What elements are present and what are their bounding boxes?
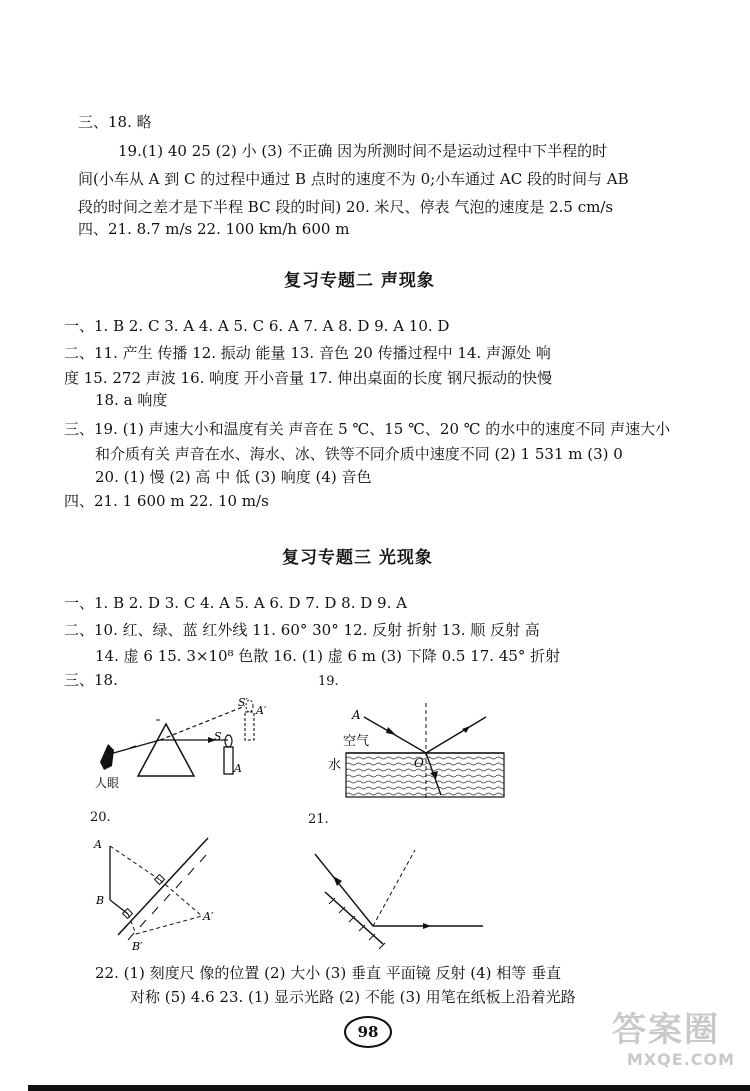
point-label: S <box>214 730 222 743</box>
figure-number: 19. <box>318 674 339 689</box>
text-line: 14. 虚 6 15. 3×10⁸ 色散 16. (1) 虚 6 m (3) 下降 0.5 17. 45° 折射 <box>95 647 561 665</box>
text-line: 三、18. <box>64 671 118 689</box>
point-label: A′ <box>256 704 267 717</box>
text-line: 20. (1) 慢 (2) 高 中 低 (3) 响度 (4) 音色 <box>95 468 372 486</box>
section-title: 复习专题二 声现象 <box>284 271 435 291</box>
watermark-logo <box>612 1010 747 1080</box>
figure-20-mirror <box>88 830 238 955</box>
mirror-line <box>118 838 208 935</box>
point-label: A′ <box>203 910 214 923</box>
eye-icon <box>100 744 114 770</box>
point-label: A <box>352 708 361 722</box>
water-label: 水 <box>328 758 342 773</box>
point-label: B <box>96 894 105 907</box>
text-line: 三、19. (1) 声速大小和温度有关 声音在 5 ℃、15 ℃、20 ℃ 的水中的速度不同 声速大小 <box>64 420 671 438</box>
text-line: 四、21. 8.7 m/s 22. 100 km/h 600 m <box>78 220 350 238</box>
text-line: 22. (1) 刻度尺 像的位置 (2) 大小 (3) 垂直 平面镜 反射 (4) 相等 垂直 <box>95 964 562 982</box>
watermark-url: MXQE.COM <box>626 1050 735 1069</box>
text-line: 二、10. 红、绿、蓝 红外线 11. 60° 30° 12. 反射 折射 13. 顺 反射 高 <box>64 621 540 639</box>
text-line: 对称 (5) 4.6 23. (1) 显示光路 (2) 不能 (3) 用笔在纸板上沿着光路 <box>130 988 576 1006</box>
prism-shape <box>138 724 194 776</box>
point-label: A <box>234 762 242 775</box>
virtual-candle-shape <box>245 712 254 740</box>
candle-shape <box>224 747 233 774</box>
text-line: 一、1. B 2. C 3. A 4. A 5. C 6. A 7. A 8. D 9. A 10. D <box>64 317 450 335</box>
figure-19-refraction <box>326 695 516 805</box>
text-line: 二、11. 产生 传播 12. 振动 能量 13. 音色 20 传播过程中 14. 声源处 响 <box>64 344 551 362</box>
point-label: O <box>414 756 424 770</box>
text-line: 段的时间之差才是下半程 BC 段的时间) 20. 米尺、停表 气泡的速度是 2.5 cm/s <box>78 198 614 216</box>
air-label: 空气 <box>343 734 370 749</box>
point-label: S′ <box>238 696 249 709</box>
text-line: 19.(1) 40 25 (2) 小 (3) 不正确 因为所测时间不是运动过程中下半程的时 <box>118 142 608 160</box>
scan-edge <box>28 1085 750 1091</box>
water-region <box>346 753 504 797</box>
figure-number: 21. <box>308 812 329 827</box>
text-line: 18. a 响度 <box>95 391 168 409</box>
eye-label: 人眼 <box>95 776 120 790</box>
point-label: B′ <box>132 940 143 953</box>
text-line: 四、21. 1 600 m 22. 10 m/s <box>64 492 269 510</box>
text-line: 三、18. 略 <box>78 113 152 131</box>
text-line: 一、1. B 2. D 3. C 4. A 5. A 6. D 7. D 8. D 9. A <box>64 594 407 612</box>
section-title: 复习专题三 光现象 <box>282 548 433 568</box>
flame-shape <box>225 735 232 747</box>
figure-number: 20. <box>90 810 111 825</box>
text-line: 间(小车从 A 到 C 的过程中通过 B 点时的速度不为 0;小车通过 AC 段的时间与 AB <box>78 170 629 188</box>
watermark-text: 答案圈 <box>612 1010 720 1050</box>
point-label: A <box>94 838 102 851</box>
text-line: 度 15. 272 声波 16. 响度 开小音量 17. 伸出桌面的长度 钢尺振动的快慢 <box>64 369 553 387</box>
figure-18-prism <box>90 692 290 792</box>
page-number: 98 <box>344 1016 392 1048</box>
figure-21-reflection <box>305 842 495 952</box>
text-line: 和介质有关 声音在水、海水、冰、铁等不同介质中速度不同 (2) 1 531 m (3) 0 <box>95 445 623 463</box>
